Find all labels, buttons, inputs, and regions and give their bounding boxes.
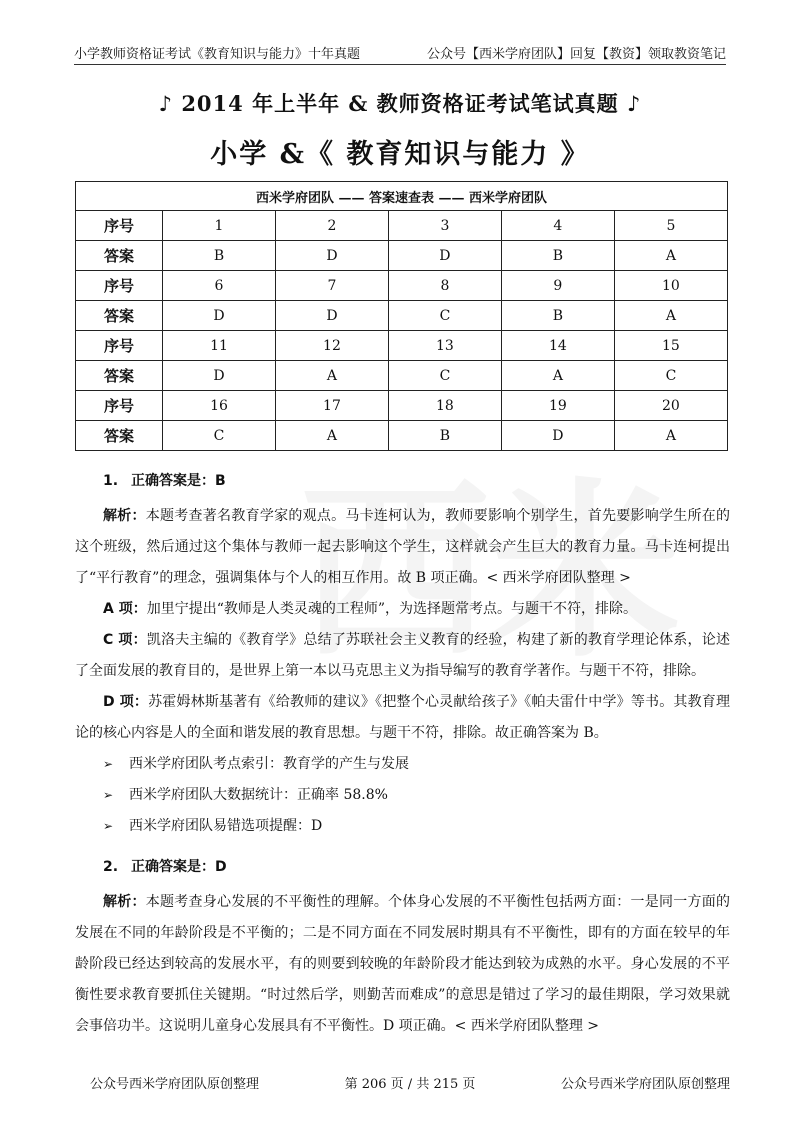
option-d-text: 苏霍姆林斯基著有《给教师的建议》《把整个心灵献给孩子》《帕夫雷什中学》等书。其教育理论的核心内容是人的全面和谐发展的教育思想。与题干不符，排除。故正确答案为 B。 — [75, 694, 730, 741]
page-number: 第 206 页 / 共 215 页 — [344, 1077, 476, 1092]
table-cell: 15 — [614, 331, 727, 361]
document-body — [75, 466, 730, 1042]
option-c-label: C 项： — [103, 632, 147, 648]
table-cell: 16 — [163, 391, 276, 421]
table-cell: 3 — [388, 211, 501, 241]
table-cell: A — [275, 361, 388, 391]
bullet-text: 西米学府团队大数据统计：正确率 58.8% — [129, 787, 388, 803]
table-cell: D — [501, 421, 614, 451]
table-cell: 4 — [501, 211, 614, 241]
answer-table — [75, 181, 728, 451]
table-cell: C — [163, 421, 276, 451]
table-cell: C — [388, 361, 501, 391]
table-row — [76, 301, 728, 331]
table-cell: 13 — [388, 331, 501, 361]
table-caption: 西米学府团队 —— 答案速查表 —— 西米学府团队 — [76, 182, 728, 211]
option-c-text: 凯洛夫主编的《教育学》总结了苏联社会主义教育的经验，构建了新的教育学理论体系，论述了全面发展的教育目的，是世界上第一本以马克思主义为指导编写的教育学著作。与题干不符，排除。 — [75, 632, 730, 679]
list-item — [75, 780, 730, 811]
q2-answer: 正确答案是：D — [131, 859, 227, 875]
table-row — [76, 271, 728, 301]
table-cell: A — [275, 421, 388, 451]
table-cell: D — [388, 241, 501, 271]
q2-analysis-text: 本题考查身心发展的不平衡性的理解。个体身心发展的不平衡性包括两方面：一是同一方面的发展在不同的年龄阶段是不平衡的；二是不同方面在不同发展时期具有不平衡性，即有的方面在较早的年龄阶段已经达到较高的发展水平，有的则要到较晚的年龄阶段才能达到较为成熟的水平。身心发展的不平衡性要求教育要抓住关键期。“时过然后学，则勤苦而难成”的意思是错过了学习的最佳期限，学习效果就会事倍功半。这说明儿童身心发展具有不平衡性。D 项正确。< 西米学府团队整理 > — [75, 894, 731, 1034]
table-cell: C — [614, 361, 727, 391]
table-cell: D — [163, 361, 276, 391]
table-row — [76, 361, 728, 391]
option-a-text: 加里宁提出“教师是人类灵魂的工程师”，为选择题常考点。与题干不符，排除。 — [146, 601, 638, 617]
row-head: 答案 — [76, 241, 163, 271]
table-cell: B — [388, 421, 501, 451]
table-cell: 1 — [163, 211, 276, 241]
q2-number: 2. — [103, 859, 119, 875]
page-footer — [90, 1073, 730, 1092]
table-cell: A — [614, 241, 727, 271]
option-a-label: A 项： — [103, 601, 147, 617]
table-cell: A — [501, 361, 614, 391]
table-cell: 10 — [614, 271, 727, 301]
page-title: ♪ 2014 年上半年 & 教师资格证考试笔试真题 ♪ — [158, 91, 642, 116]
row-head: 序号 — [76, 271, 163, 301]
table-cell: 2 — [275, 211, 388, 241]
bullet-text: 西米学府团队考点索引：教育学的产生与发展 — [129, 756, 409, 772]
table-cell: 11 — [163, 331, 276, 361]
table-cell: B — [163, 241, 276, 271]
q1-answer: 正确答案是：B — [131, 473, 226, 489]
q2-analysis — [75, 887, 730, 1042]
table-cell: D — [275, 241, 388, 271]
arrow-bullet-icon: ➢ — [103, 788, 114, 802]
option-d-label: D 项： — [103, 694, 149, 710]
footer-right-text: 公众号西米学府团队原创整理 — [560, 1077, 730, 1092]
page-header — [74, 40, 726, 65]
table-cell: A — [614, 421, 727, 451]
footer-left-text: 公众号西米学府团队原创整理 — [90, 1077, 260, 1092]
q2-heading — [75, 852, 730, 883]
row-head: 序号 — [76, 391, 163, 421]
header-right-text: 公众号【西米学府团队】回复【教资】领取教资笔记 — [426, 47, 726, 62]
q1-option-d — [75, 687, 730, 749]
table-cell: 20 — [614, 391, 727, 421]
q1-option-c — [75, 625, 730, 687]
table-row — [76, 421, 728, 451]
table-cell: A — [614, 301, 727, 331]
table-row — [76, 331, 728, 361]
row-head: 答案 — [76, 301, 163, 331]
q1-number: 1. — [103, 473, 119, 489]
table-cell: B — [501, 241, 614, 271]
table-cell: 8 — [388, 271, 501, 301]
table-cell: 12 — [275, 331, 388, 361]
table-row — [76, 241, 728, 271]
q1-analysis-text: 本题考查著名教育学家的观点。马卡连柯认为，教师要影响个别学生，首先要影响学生所在的这个班级，然后通过这个集体与教师一起去影响这个学生，这样就会产生巨大的教育力量。马卡连柯提出了“平行教育”的理念，强调集体与个人的相互作用。故 B 项正确。< 西米学府团队整理 > — [75, 508, 731, 586]
arrow-bullet-icon: ➢ — [103, 757, 114, 771]
q1-option-a — [75, 594, 730, 625]
table-row — [76, 391, 728, 421]
page-subtitle: 小学 &《 教育知识与能力 》 — [210, 139, 590, 170]
q1-heading — [75, 466, 730, 497]
table-cell: 18 — [388, 391, 501, 421]
table-cell: 19 — [501, 391, 614, 421]
row-head: 序号 — [76, 331, 163, 361]
table-cell: D — [163, 301, 276, 331]
header-left-text: 小学教师资格证考试《教育知识与能力》十年真题 — [74, 47, 361, 62]
table-row — [76, 211, 728, 241]
table-cell: 7 — [275, 271, 388, 301]
table-cell: 17 — [275, 391, 388, 421]
bullet-text: 西米学府团队易错选项提醒：D — [129, 818, 323, 834]
row-head: 序号 — [76, 211, 163, 241]
table-cell: 5 — [614, 211, 727, 241]
table-cell: 9 — [501, 271, 614, 301]
table-cell: B — [501, 301, 614, 331]
table-cell: D — [275, 301, 388, 331]
table-cell: C — [388, 301, 501, 331]
table-cell: 6 — [163, 271, 276, 301]
row-head: 答案 — [76, 361, 163, 391]
list-item — [75, 749, 730, 780]
q1-analysis — [75, 501, 730, 594]
analysis-label: 解析： — [103, 508, 146, 524]
row-head: 答案 — [76, 421, 163, 451]
arrow-bullet-icon: ➢ — [103, 819, 114, 833]
list-item — [75, 811, 730, 842]
analysis-label: 解析： — [103, 894, 146, 910]
table-cell: 14 — [501, 331, 614, 361]
